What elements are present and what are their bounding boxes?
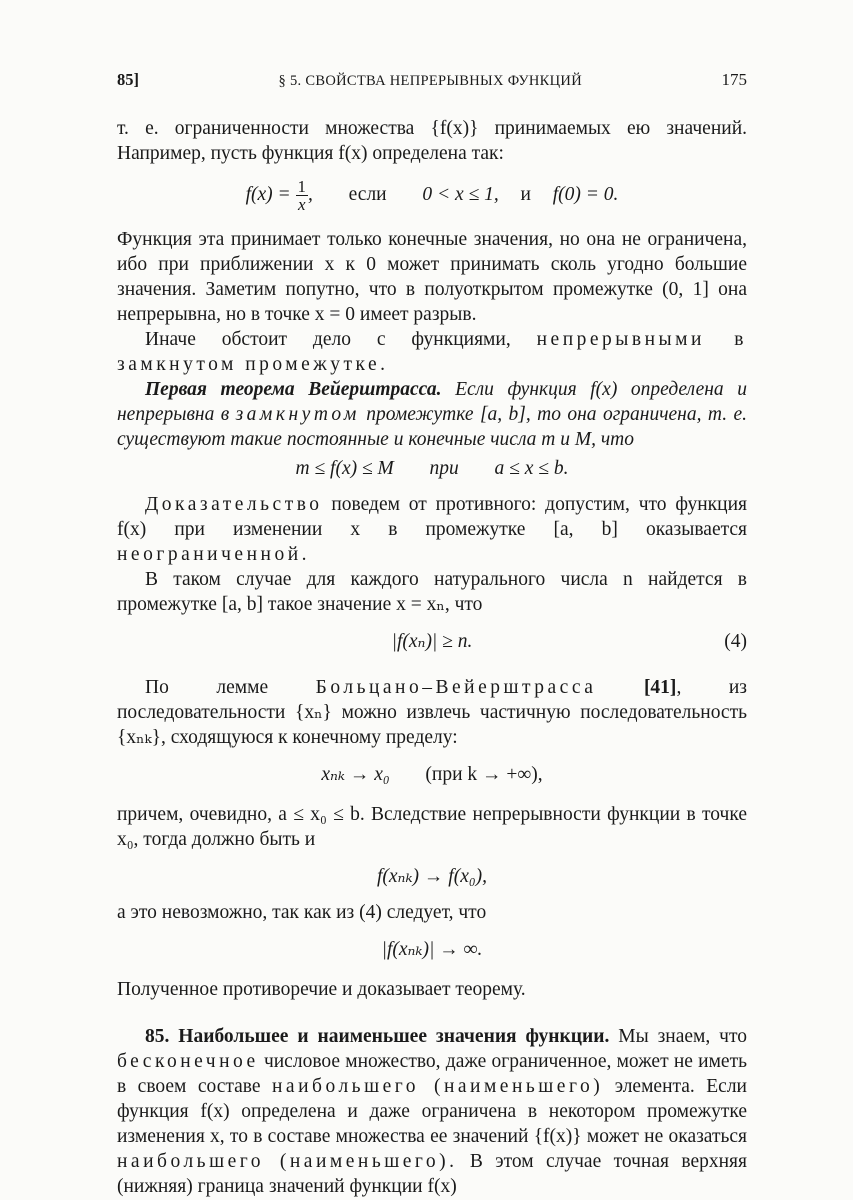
theorem-title: Первая теорема Вейерштрасса. bbox=[145, 379, 442, 400]
section-85-text-c: числовое множество, даже ограниченное, может не иметь в своем составе bbox=[117, 1051, 748, 1097]
formula-infinity-expr: |f(xₙₖ)| → ∞. bbox=[381, 939, 483, 960]
formula-word-and: и bbox=[520, 183, 531, 205]
section-85-emphasis-2: наибольшего (наименьшего) bbox=[272, 1076, 604, 1097]
fraction-numerator: 1 bbox=[297, 177, 307, 196]
paragraph-7: причем, очевидно, a ≤ x₀ ≤ b. Вследствие непрерывности функции в точке x₀, тогда должно быть и bbox=[117, 804, 747, 850]
formula-comma: , bbox=[308, 183, 313, 205]
paragraph-6-text: По лемме bbox=[145, 677, 269, 698]
formula-lhs: f(x) = bbox=[245, 183, 291, 205]
fraction bbox=[296, 178, 309, 213]
running-header bbox=[117, 70, 747, 90]
formula-word-when: при bbox=[429, 458, 459, 479]
proof-label: Доказательство bbox=[145, 494, 323, 515]
section-85-title: 85. Наибольшее и наименьшее значения функции. bbox=[145, 1026, 610, 1047]
paragraph-1: т. е. ограниченности множества {f(x)} принимаемых ею значений. Например, пусть функция f(x) определена так: bbox=[117, 118, 747, 164]
theorem-emphasis: замкнутом bbox=[235, 404, 360, 425]
formula-definition bbox=[117, 178, 747, 213]
formula-convergence bbox=[117, 762, 747, 788]
paragraph-9: Полученное противоречие и доказывает теорему. bbox=[117, 979, 526, 1000]
paragraph-3-emphasis: непрерывными в замкнутом промежутке. bbox=[117, 329, 748, 375]
running-title: § 5. СВОЙСТВА НЕПРЕРЫВНЫХ ФУНКЦИЙ bbox=[278, 73, 582, 89]
formula-4 bbox=[117, 629, 747, 655]
formula-inequality: m ≤ f(x) ≤ M bbox=[295, 458, 394, 479]
paragraph-3-text: Иначе обстоит дело с функциями, bbox=[145, 329, 511, 350]
paragraph-4 bbox=[117, 492, 747, 567]
paragraph-5: В таком случае для каждого натурального числа n найдется в промежутке [a, b] такое значение x = xₙ, что bbox=[117, 569, 747, 615]
section-85-emphasis-3: наибольшего (наименьшего). bbox=[117, 1151, 458, 1172]
section-85 bbox=[117, 1024, 747, 1199]
paragraph-4-text: поведем от противного: допустим, что функция f(x) при изменении x в промежутке [a, b] оказывается bbox=[117, 494, 747, 540]
theorem bbox=[117, 377, 747, 452]
section-number: 85] bbox=[117, 70, 139, 89]
formula-convergence-expr: xₙₖ → x₀ bbox=[321, 764, 390, 785]
paragraph-6 bbox=[117, 675, 747, 750]
page bbox=[117, 70, 747, 1199]
theorem-text: Если функция f(x) определена и непрерывна в bbox=[117, 379, 748, 425]
paragraph-2: Функция эта принимает только конечные значения, но она не ограничена, ибо при приближении x к 0 может принимать сколь угодно большие значения. Заметим попутно, что в полуоткрытом промежутке (0, 1] она непрерывна, но в точке x = 0 имеет разрыв. bbox=[117, 229, 747, 325]
paragraph-6-text-cont: , из последовательности {xₙ} можно извлечь частичную последовательность {xₙₖ}, сходящуюся к конечному пределу: bbox=[117, 677, 747, 748]
formula-limit-expr: f(xₙₖ) → f(x₀), bbox=[376, 866, 488, 887]
reference-41: [41] bbox=[643, 677, 677, 698]
formula-4-expr: |f(xₙ)| ≥ n. bbox=[391, 631, 473, 652]
page-number: 175 bbox=[721, 70, 747, 89]
section-85-emphasis-1: бесконечное bbox=[117, 1051, 259, 1072]
paragraph-8: а это невозможно, так как из (4) следует, что bbox=[117, 902, 487, 923]
paragraph-3 bbox=[117, 327, 747, 377]
section-85-text-g: В этом случае точная верхняя (нижняя) граница значений функции f(x) bbox=[117, 1151, 747, 1197]
formula-infinity bbox=[117, 937, 747, 963]
formula-extra: f(0) = 0. bbox=[552, 183, 619, 205]
section-85-text-a: Мы знаем, что bbox=[618, 1026, 747, 1047]
fraction-denominator: x bbox=[298, 195, 306, 214]
formula-range: a ≤ x ≤ b. bbox=[494, 458, 569, 479]
formula-convergence-note: (при k → +∞), bbox=[425, 764, 543, 785]
equation-number: (4) bbox=[724, 631, 747, 652]
paragraph-4-emphasis: неограниченной. bbox=[117, 544, 311, 565]
theorem-text-cont: промежутке [a, b], то она ограничена, т. е. существуют такие постоянные и конечные числа m и M, что bbox=[117, 404, 747, 450]
paragraph-6-emphasis: Больцано–Вейерштрасса bbox=[315, 677, 597, 698]
formula-word-if: если bbox=[348, 183, 387, 205]
formula-limit bbox=[117, 864, 747, 890]
section-85-text-e: элемента. Если функция f(x) определена и даже ограничена в некотором промежутке изменения x, то в составе множества ее значений {f(x)} может не оказаться bbox=[117, 1076, 747, 1147]
formula-bounds bbox=[117, 456, 747, 482]
formula-condition: 0 < x ≤ 1, bbox=[422, 183, 499, 205]
